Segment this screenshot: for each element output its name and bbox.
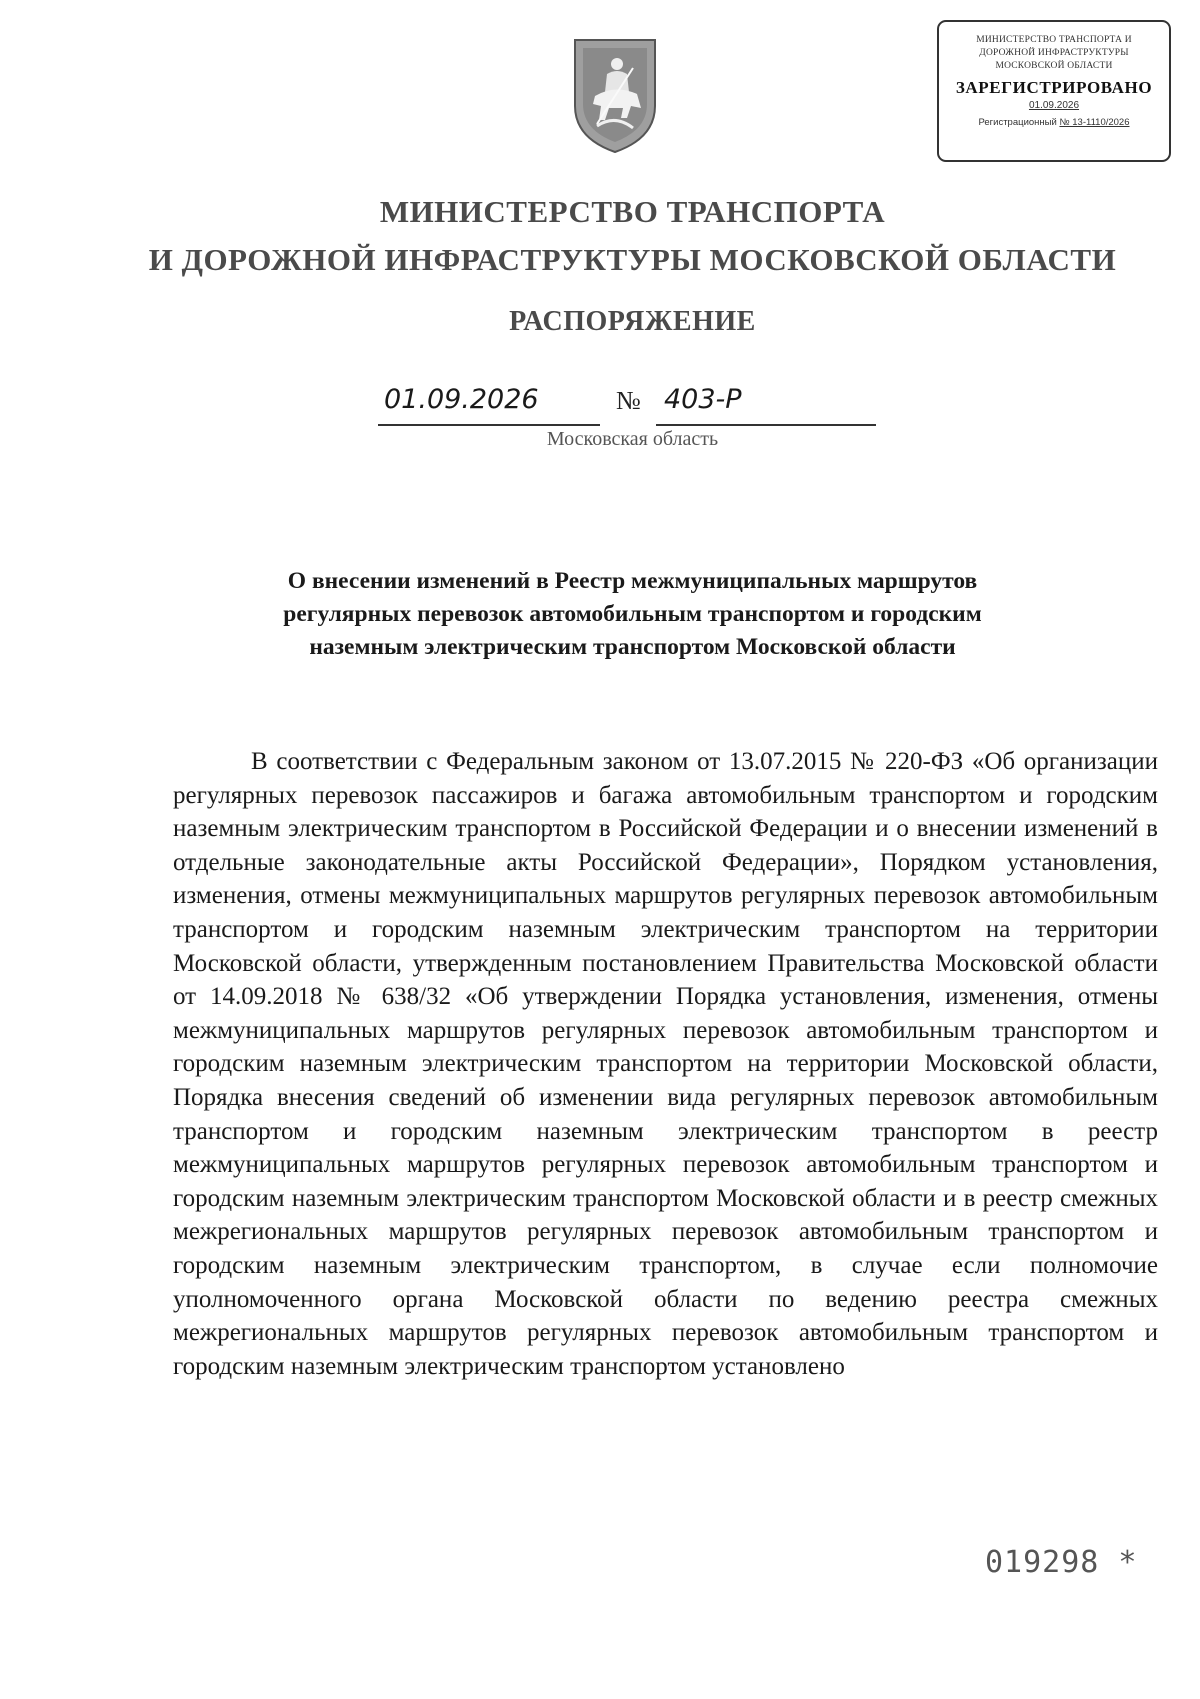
registration-stamp <box>937 20 1171 162</box>
stamp-status: ЗАРЕГИСТРИРОВАНО <box>955 78 1153 97</box>
ministry-name <box>0 188 1200 284</box>
document-serial-number: 019298 * <box>985 1545 1138 1580</box>
title-line: регулярных перевозок автомобильным транспортом и городским <box>283 601 982 627</box>
stamp-number-label: Регистрационный <box>978 117 1057 128</box>
stamp-org-line: МИНИСТЕРСТВО ТРАНСПОРТА И <box>976 35 1132 45</box>
document-title <box>190 565 1075 664</box>
title-line: наземным электрическим транспортом Московской области <box>309 634 956 660</box>
coat-of-arms-emblem <box>567 34 663 156</box>
number-underline <box>656 424 876 426</box>
ministry-line: И ДОРОЖНОЙ ИНФРАСТРУКТУРЫ МОСКОВСКОЙ ОБЛАСТИ <box>148 242 1117 277</box>
date-number-line <box>378 380 898 426</box>
document-type: РАСПОРЯЖЕНИЕ <box>509 306 756 337</box>
ministry-line: МИНИСТЕРСТВО ТРАНСПОРТА <box>379 194 886 229</box>
place-of-issue: Московская область <box>546 428 719 450</box>
stamp-org-line: ДОРОЖНОЙ ИНФРАСТРУКТУРЫ <box>979 48 1129 58</box>
title-line: О внесении изменений в Реестр межмуниципальных маршрутов <box>287 568 978 594</box>
date-underline <box>378 424 600 426</box>
stamp-registration-number <box>939 117 1169 128</box>
stamp-date: 01.09.2026 <box>1028 100 1080 111</box>
stamp-number-value: № 13-1110/2026 <box>1059 117 1130 128</box>
number-sign: № <box>616 386 641 415</box>
body-paragraph: В соответствии с Федеральным законом от 13.07.2015 № 220-ФЗ «Об организации регулярных перевозок пассажиров и багажа автомобильным транспортом и городским наземным электрическим транспортом в Российской Федерации и о внесении изменений в отдельные законодательные акты Российской Федерации», Порядком установления, изменения, отмены межмуниципальных маршрутов регулярных перевозок автомобильным транспортом и городским наземным электрическим транспортом на территории Московской области, утвержденным постановлением Правительства Московской области от 14.09.2018 № 638/32 «Об утверждении Порядка установления, изменения, отмены межмуниципальных маршрутов регулярных перевозок автомобильным транспортом и городским наземным электрическим транспортом на территории Московской области, Порядка внесения сведений об изменении вида регулярных перевозок автомобильным транспортом и городским наземным электрическим транспортом в реестр межмуниципальных маршрутов регулярных перевозок автомобильным транспортом и городским наземным электрическим транспортом Московской области и в реестр смежных межрегиональных маршрутов регулярных перевозок автомобильным транспортом и городским наземным электрическим транспортом, в случае если полномочие уполномоченного органа Московской области по ведению реестра смежных межрегиональных маршрутов регулярных перевозок автомобильным транспортом и городским наземным электрическим транспортом установлено <box>173 748 1158 1380</box>
handwritten-number: 403-Р <box>664 384 742 415</box>
stamp-org-line: МОСКОВСКОЙ ОБЛАСТИ <box>995 61 1113 71</box>
handwritten-date: 01.09.2026 <box>384 384 539 415</box>
